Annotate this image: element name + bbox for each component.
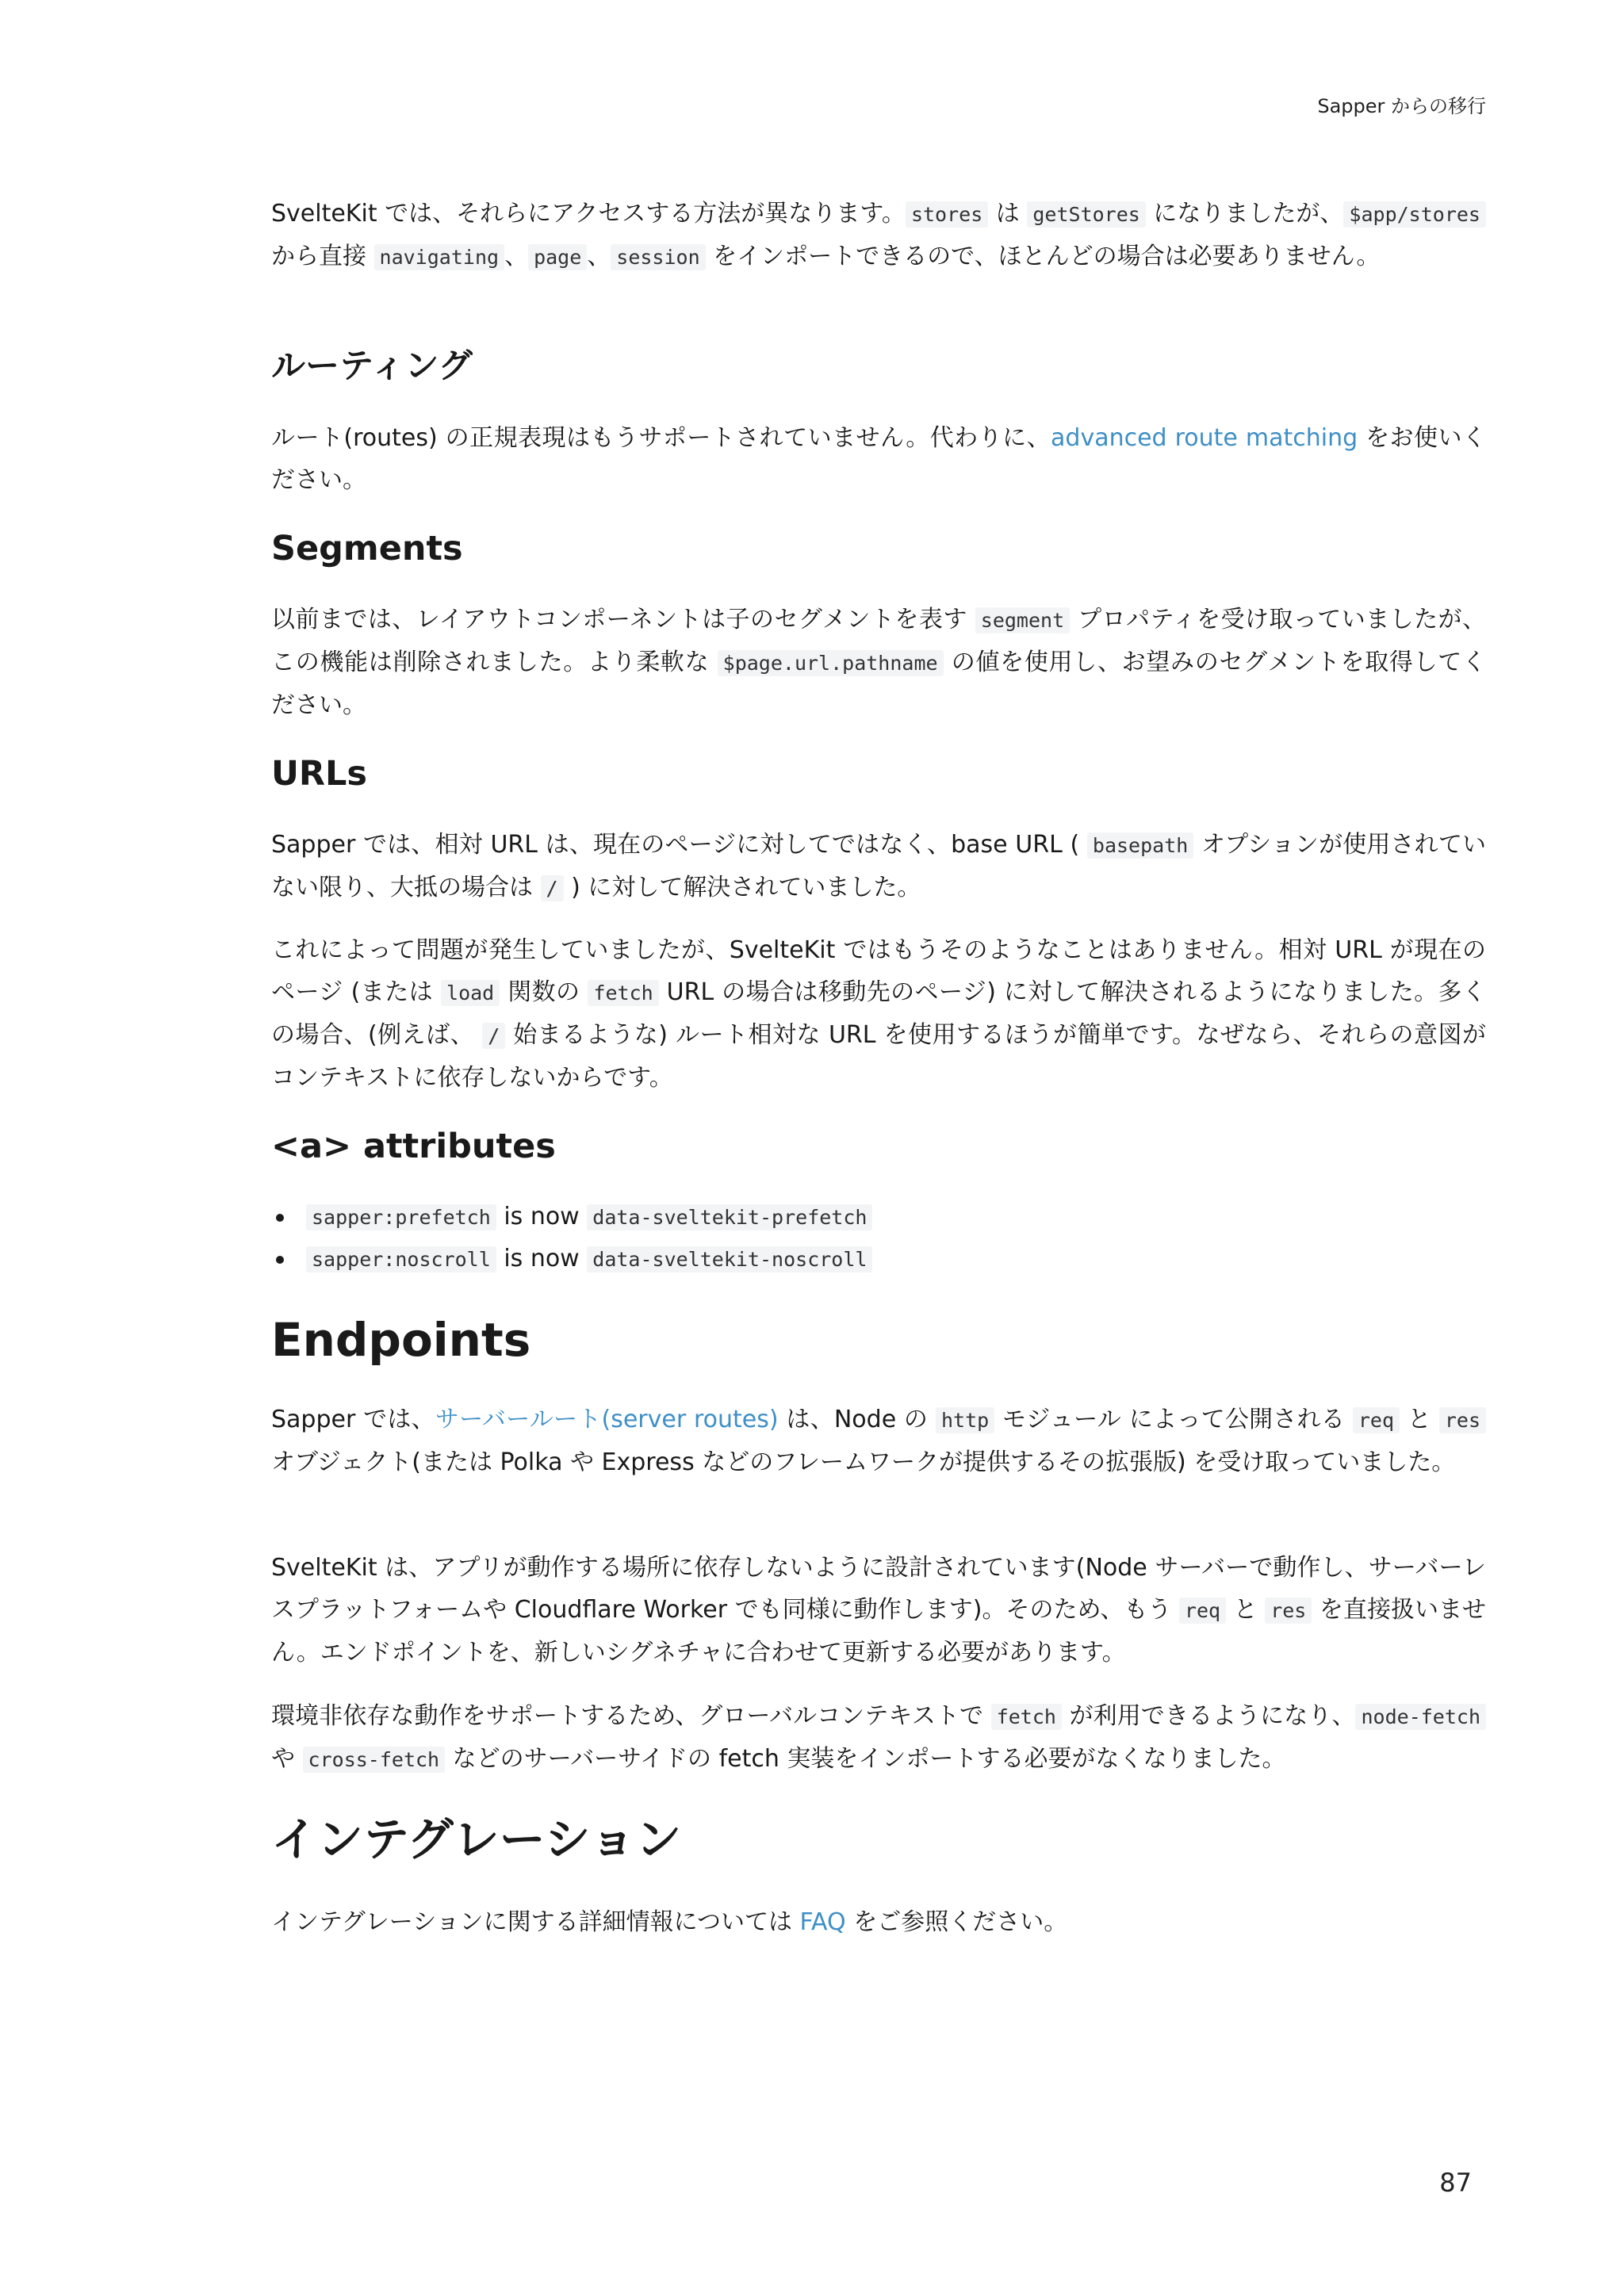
code-data-sveltekit-prefetch: data-sveltekit-prefetch (587, 1204, 872, 1230)
urls-heading: URLs (271, 754, 368, 794)
urls-paragraph-1: Sapper では、相対 URL は、現在のページに対してではなく、base URL ( basepath オプションが使用されていない限り、大抵の場合は / ) に対して解決されていました。 (271, 831, 1486, 901)
code-sapper-prefetch: sapper:prefetch (306, 1204, 496, 1230)
integration-heading: インテグレーション (271, 1812, 682, 1866)
code-res: res (1439, 1407, 1486, 1433)
attributes-heading: <a> attributes (271, 1127, 556, 1166)
code-req-2: req (1179, 1598, 1226, 1624)
code-basepath: basepath (1087, 832, 1193, 859)
running-head: Sapper からの移行 (1317, 95, 1486, 117)
code-res-2: res (1265, 1598, 1312, 1624)
code-page: page (528, 244, 587, 270)
code-getstores: getStores (1027, 201, 1145, 228)
code-cross-fetch: cross-fetch (303, 1747, 446, 1773)
code-app-stores: $app/stores (1343, 201, 1486, 228)
code-slash: / (541, 875, 564, 901)
urls-paragraph-2: これによって問題が発生していましたが、SvelteKit ではもうそのようなことはありません。相対 URL が現在のページ (または load 関数の fetch URL の場合は移動先のページ) に対して解決されるようになりました。多くの場合、(例えば、 / 始まるような) ルート相対な URL を使用するほうが簡単です。なぜなら、それらの意図がコンテキストに依存しないからです。 (271, 936, 1486, 1092)
code-data-sveltekit-noscroll: data-sveltekit-noscroll (587, 1246, 872, 1272)
code-session: session (611, 244, 705, 270)
list-item: sapper:prefetch is now data-sveltekit-prefetch (271, 1196, 1486, 1238)
code-node-fetch: node-fetch (1355, 1704, 1486, 1730)
endpoints-paragraph-2: SvelteKit は、アプリが動作する場所に依存しないように設計されています(Node サーバーで動作し、サーバーレスプラットフォームや Cloudflare Worker でも同様に動作します)。そのため、もう req と res を直接扱いません。エンドポイントを、新しいシグネチャに合わせて更新する必要があります。 (271, 1554, 1486, 1667)
code-fetch: fetch (588, 980, 658, 1006)
code-sapper-noscroll: sapper:noscroll (306, 1246, 496, 1272)
code-req: req (1353, 1407, 1400, 1433)
endpoints-heading: Endpoints (271, 1313, 531, 1367)
code-slash-2: / (482, 1023, 505, 1049)
code-navigating: navigating (374, 244, 505, 270)
code-load: load (441, 980, 500, 1006)
page-number: 87 (1439, 2168, 1472, 2198)
routing-heading: ルーティング (271, 346, 473, 386)
faq-link[interactable]: FAQ (799, 1908, 846, 1936)
attributes-list (271, 1196, 1486, 1280)
server-routes-link[interactable]: サーバールート(server routes) (435, 1406, 779, 1433)
endpoints-paragraph-1: Sapper では、サーバールート(server routes) は、Node の http モジュール によって公開される req と res オブジェクト(または Polka や Express などのフレームワークが提供するその拡張版) を受け取っていました。 (271, 1399, 1486, 1483)
advanced-route-matching-link[interactable]: advanced route matching (1051, 424, 1358, 452)
stores-paragraph: SvelteKit では、それらにアクセスする方法が異なります。 stores は getStores になりましたが、 $app/stores から直接 navigating 、 page 、 session をインポートできるので、ほとんどの場合は必要ありません。 (271, 193, 1486, 278)
code-fetch-2: fetch (991, 1704, 1062, 1730)
code-page-url-pathname: $page.url.pathname (718, 650, 944, 676)
code-http: http (936, 1407, 994, 1433)
segments-heading: Segments (271, 529, 463, 568)
integration-paragraph: インテグレーションに関する詳細情報については FAQ をご参照ください。 (271, 1908, 1068, 1936)
list-item: sapper:noscroll is now data-sveltekit-noscroll (271, 1238, 1486, 1280)
segments-paragraph: 以前までは、レイアウトコンポーネントは子のセグメントを表す segment プロパティを受け取っていましたが、この機能は削除されました。より柔軟な $page.url.pathname の値を使用し、お望みのセグメントを取得してください。 (271, 606, 1487, 719)
endpoints-paragraph-3: 環境非依存な動作をサポートするため、グローバルコンテキストで fetch が利用できるようになり、 node-fetch や cross-fetch などのサーバーサイドの fetch 実装をインポートする必要がなくなりました。 (271, 1695, 1486, 1781)
code-segment: segment (975, 607, 1070, 633)
routing-paragraph: ルート(routes) の正規表現はもうサポートされていません。代わりに、advanced route matching をお使いください。 (271, 424, 1486, 494)
code-stores: stores (906, 201, 988, 228)
